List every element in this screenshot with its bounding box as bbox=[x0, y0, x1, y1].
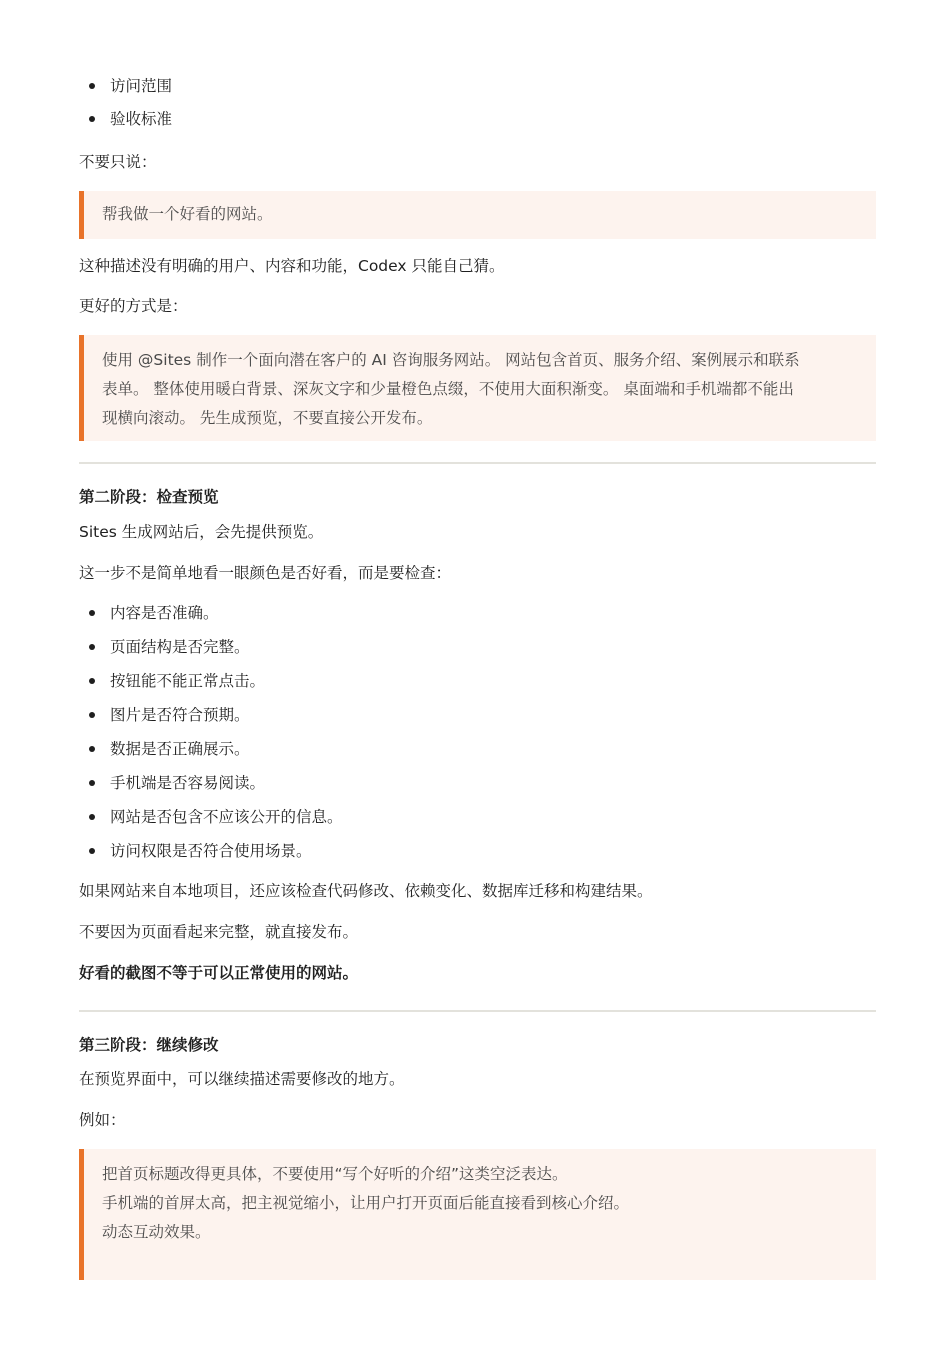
bad-explain-text: 这种描述没有明确的用户、内容和功能，Codex 只能自己猜。 bbox=[79, 257, 505, 275]
list-item: 验收标准 bbox=[79, 108, 172, 130]
list-item: 访问权限是否符合使用场景。 bbox=[79, 840, 343, 862]
check-bullet-list bbox=[79, 602, 343, 862]
section-three-p1: 在预览界面中，可以继续描述需要修改的地方。 bbox=[79, 1070, 405, 1088]
section-three-heading: 第三阶段：继续修改 bbox=[79, 1036, 219, 1054]
section-three-p2: 例如： bbox=[79, 1111, 126, 1129]
section-two-p2: 这一步不是简单地看一眼颜色是否好看，而是要检查： bbox=[79, 564, 452, 582]
list-item: 网站是否包含不应该公开的信息。 bbox=[79, 806, 343, 828]
bad-example-quote bbox=[79, 191, 876, 239]
list-item: 访问范围 bbox=[79, 75, 172, 97]
good-example-quote bbox=[79, 335, 876, 441]
bad-example-text: 帮我做一个好看的网站。 bbox=[102, 205, 273, 223]
scope-bullet-list bbox=[79, 75, 172, 130]
edit-example-line: 把首页标题改得更具体，不要使用“写个好听的介绍”这类空泛表达。 bbox=[102, 1165, 568, 1183]
good-example-line: 使用 @Sites 制作一个面向潜在客户的 AI 咨询服务网站。 网站包含首页、服务介绍、案例展示和联系 bbox=[102, 351, 800, 369]
list-item: 数据是否正确展示。 bbox=[79, 738, 343, 760]
better-intro-text: 更好的方式是： bbox=[79, 297, 188, 315]
section-divider bbox=[79, 1010, 876, 1012]
list-item: 内容是否准确。 bbox=[79, 602, 343, 624]
section-two-p4: 不要因为页面看起来完整，就直接发布。 bbox=[79, 923, 359, 941]
section-divider bbox=[79, 462, 876, 464]
edit-example-line: 动态互动效果。 bbox=[102, 1223, 211, 1241]
section-two-heading: 第二阶段：检查预览 bbox=[79, 488, 219, 506]
section-two-p5-bold: 好看的截图不等于可以正常使用的网站。 bbox=[79, 964, 359, 982]
good-example-line: 表单。 整体使用暖白背景、深灰文字和少量橙色点缀，不使用大面积渐变。 桌面端和手机端都不能出 bbox=[102, 380, 794, 398]
section-two-p3: 如果网站来自本地项目，还应该检查代码修改、依赖变化、数据库迁移和构建结果。 bbox=[79, 882, 653, 900]
list-item: 页面结构是否完整。 bbox=[79, 636, 343, 658]
list-item: 图片是否符合预期。 bbox=[79, 704, 343, 726]
list-item: 按钮能不能正常点击。 bbox=[79, 670, 343, 692]
edit-example-line: 手机端的首屏太高，把主视觉缩小，让用户打开页面后能直接看到核心介绍。 bbox=[102, 1194, 630, 1212]
good-example-line: 现横向滚动。 先生成预览，不要直接公开发布。 bbox=[102, 409, 433, 427]
list-item: 手机端是否容易阅读。 bbox=[79, 772, 343, 794]
edit-example-quote bbox=[79, 1149, 876, 1280]
dont-say-text: 不要只说： bbox=[79, 153, 157, 171]
section-two-p1: Sites 生成网站后，会先提供预览。 bbox=[79, 523, 324, 541]
